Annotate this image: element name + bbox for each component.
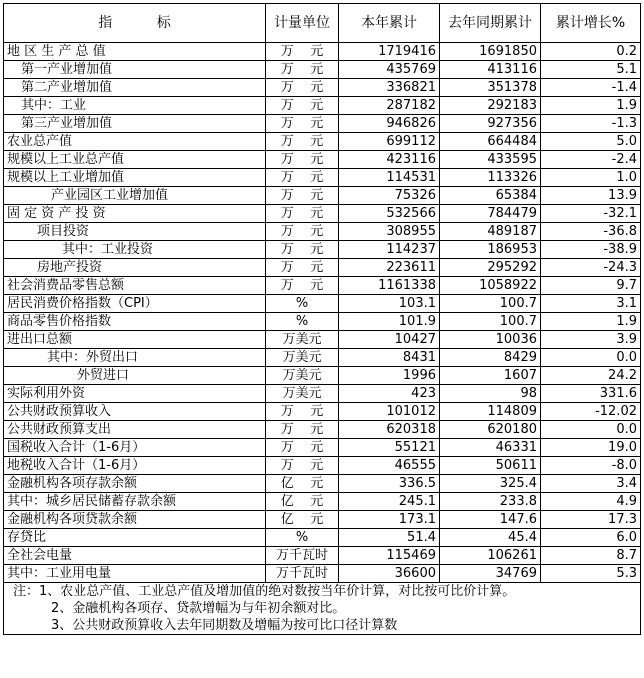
notes-cell [4,583,641,635]
row-unit: 万 元 [266,421,339,439]
table-header-row [4,4,641,43]
table-row [4,403,641,421]
row-this-year: 10427 [339,331,440,349]
header-indicator: 指 标 [4,4,266,43]
row-growth: 13.9 [541,187,641,205]
table-row [4,223,641,241]
row-growth: 3.9 [541,331,641,349]
row-growth: 5.0 [541,133,641,151]
row-unit: 亿 元 [266,493,339,511]
row-last-year: 114809 [440,403,541,421]
row-label: 公共财政预算支出 [4,421,266,439]
row-unit: % [266,529,339,547]
row-last-year: 433595 [440,151,541,169]
row-last-year: 100.7 [440,313,541,331]
row-label: 居民消费价格指数（CPI） [4,295,266,313]
row-last-year: 351378 [440,79,541,97]
table-row [4,133,641,151]
row-label: 固 定 资 产 投 资 [4,205,266,223]
table-row [4,187,641,205]
table-row [4,547,641,565]
row-this-year: 532566 [339,205,440,223]
row-label: 其中：外贸出口 [4,349,266,367]
row-unit: % [266,313,339,331]
row-last-year: 106261 [440,547,541,565]
row-label: 存贷比 [4,529,266,547]
header-last-year: 去年同期累计 [440,4,541,43]
row-label: 其中：工业 [4,97,266,115]
row-this-year: 36600 [339,565,440,583]
row-last-year: 98 [440,385,541,403]
row-label: 其中：工业用电量 [4,565,266,583]
table-row [4,97,641,115]
row-label: 公共财政预算收入 [4,403,266,421]
row-growth: 1.9 [541,313,641,331]
row-unit: % [266,295,339,313]
row-last-year: 186953 [440,241,541,259]
row-last-year: 1691850 [440,43,541,61]
row-label: 其中：城乡居民储蓄存款余额 [4,493,266,511]
table-row [4,43,641,61]
row-last-year: 1058922 [440,277,541,295]
row-this-year: 114531 [339,169,440,187]
row-growth: -1.4 [541,79,641,97]
table-row [4,475,641,493]
note-3: 3、公共财政预算收入去年同期数及增幅为按可比口径计算数 [51,618,398,633]
row-unit: 万 元 [266,403,339,421]
row-this-year: 46555 [339,457,440,475]
row-last-year: 233.8 [440,493,541,511]
row-label: 项目投资 [4,223,266,241]
row-this-year: 245.1 [339,493,440,511]
row-unit: 万美元 [266,367,339,385]
row-last-year: 489187 [440,223,541,241]
row-label: 其中：工业投资 [4,241,266,259]
header-this-year: 本年累计 [339,4,440,43]
table-row [4,115,641,133]
row-label: 第二产业增加值 [4,79,266,97]
row-this-year: 223611 [339,259,440,277]
row-growth: 17.3 [541,511,641,529]
table-row [4,313,641,331]
row-label: 实际利用外资 [4,385,266,403]
row-last-year: 34769 [440,565,541,583]
row-growth: 24.2 [541,367,641,385]
row-growth: 9.7 [541,277,641,295]
row-unit: 万 元 [266,205,339,223]
table-row [4,529,641,547]
row-last-year: 413116 [440,61,541,79]
row-this-year: 8431 [339,349,440,367]
row-last-year: 295292 [440,259,541,277]
row-this-year: 101012 [339,403,440,421]
row-growth: 5.1 [541,61,641,79]
row-label: 商品零售价格指数 [4,313,266,331]
table-row [4,421,641,439]
row-this-year: 946826 [339,115,440,133]
statistics-table [3,3,641,635]
table-row [4,259,641,277]
row-this-year: 308955 [339,223,440,241]
row-growth: -32.1 [541,205,641,223]
row-last-year: 927356 [440,115,541,133]
row-this-year: 336.5 [339,475,440,493]
row-growth: 1.9 [541,97,641,115]
row-last-year: 45.4 [440,529,541,547]
row-growth: 8.7 [541,547,641,565]
row-growth: -12.02 [541,403,641,421]
table-row [4,367,641,385]
row-label: 地税收入合计（1-6月） [4,457,266,475]
row-this-year: 55121 [339,439,440,457]
row-last-year: 1607 [440,367,541,385]
row-unit: 亿 元 [266,511,339,529]
row-growth: 0.0 [541,421,641,439]
row-unit: 万美元 [266,331,339,349]
table-row [4,385,641,403]
note-1: 注：1、农业总产值、工业总产值及增加值的绝对数按当年价计算，对比按可比价计算。 [13,584,516,599]
row-unit: 万 元 [266,241,339,259]
row-unit: 万 元 [266,439,339,457]
table-row [4,169,641,187]
row-this-year: 103.1 [339,295,440,313]
table-row [4,241,641,259]
row-label: 农业总产值 [4,133,266,151]
row-last-year: 113326 [440,169,541,187]
notes-row [4,583,641,635]
row-last-year: 292183 [440,97,541,115]
row-this-year: 75326 [339,187,440,205]
row-growth: -1.3 [541,115,641,133]
row-unit: 万美元 [266,385,339,403]
row-unit: 万千瓦时 [266,547,339,565]
row-this-year: 101.9 [339,313,440,331]
row-growth: 1.0 [541,169,641,187]
table-row [4,331,641,349]
row-this-year: 173.1 [339,511,440,529]
row-this-year: 115469 [339,547,440,565]
row-label: 规模以上工业总产值 [4,151,266,169]
row-label: 房地产投资 [4,259,266,277]
row-unit: 万 元 [266,79,339,97]
row-unit: 万 元 [266,151,339,169]
row-last-year: 100.7 [440,295,541,313]
table-row [4,79,641,97]
row-last-year: 10036 [440,331,541,349]
row-growth: 5.3 [541,565,641,583]
header-growth: 累计增长% [541,4,641,43]
row-this-year: 336821 [339,79,440,97]
row-this-year: 1161338 [339,277,440,295]
row-last-year: 147.6 [440,511,541,529]
row-label: 地 区 生 产 总 值 [4,43,266,61]
row-growth: 6.0 [541,529,641,547]
table-row [4,439,641,457]
row-unit: 万 元 [266,133,339,151]
table-row [4,511,641,529]
row-label: 金融机构各项存款余额 [4,475,266,493]
row-unit: 万 元 [266,97,339,115]
row-this-year: 287182 [339,97,440,115]
note-2: 2、金融机构各项存、贷款增幅为与年初余额对比。 [51,601,346,616]
row-growth: -24.3 [541,259,641,277]
row-unit: 万千瓦时 [266,565,339,583]
table-row [4,205,641,223]
row-label: 国税收入合计（1-6月） [4,439,266,457]
table-row [4,151,641,169]
row-label: 社会消费品零售总额 [4,277,266,295]
row-this-year: 1719416 [339,43,440,61]
row-growth: -8.0 [541,457,641,475]
row-growth: 19.0 [541,439,641,457]
row-last-year: 325.4 [440,475,541,493]
row-this-year: 51.4 [339,529,440,547]
row-last-year: 50611 [440,457,541,475]
row-unit: 万 元 [266,223,339,241]
row-this-year: 423116 [339,151,440,169]
row-label: 外贸进口 [4,367,266,385]
row-unit: 亿 元 [266,475,339,493]
row-growth: 0.0 [541,349,641,367]
row-this-year: 699112 [339,133,440,151]
row-last-year: 46331 [440,439,541,457]
row-label: 进出口总额 [4,331,266,349]
row-unit: 万美元 [266,349,339,367]
row-last-year: 8429 [440,349,541,367]
row-this-year: 114237 [339,241,440,259]
row-this-year: 1996 [339,367,440,385]
row-label: 第一产业增加值 [4,61,266,79]
row-label: 第三产业增加值 [4,115,266,133]
row-label: 产业园区工业增加值 [4,187,266,205]
table-row [4,349,641,367]
header-unit: 计量单位 [266,4,339,43]
row-unit: 万 元 [266,61,339,79]
row-growth: 0.2 [541,43,641,61]
row-label: 金融机构各项贷款余额 [4,511,266,529]
row-this-year: 423 [339,385,440,403]
table-body [4,43,641,583]
table-row [4,493,641,511]
row-growth: 4.9 [541,493,641,511]
row-growth: -2.4 [541,151,641,169]
table-row [4,565,641,583]
row-unit: 万 元 [266,187,339,205]
row-growth: 3.4 [541,475,641,493]
row-unit: 万 元 [266,115,339,133]
row-label: 规模以上工业增加值 [4,169,266,187]
row-unit: 万 元 [266,169,339,187]
row-this-year: 435769 [339,61,440,79]
row-last-year: 65384 [440,187,541,205]
row-unit: 万 元 [266,277,339,295]
row-unit: 万 元 [266,457,339,475]
row-growth: -36.8 [541,223,641,241]
row-this-year: 620318 [339,421,440,439]
row-growth: -38.9 [541,241,641,259]
row-label: 全社会电量 [4,547,266,565]
row-unit: 万 元 [266,259,339,277]
row-last-year: 664484 [440,133,541,151]
table-row [4,61,641,79]
row-last-year: 784479 [440,205,541,223]
row-growth: 331.6 [541,385,641,403]
table-row [4,457,641,475]
table-row [4,277,641,295]
table-row [4,295,641,313]
row-last-year: 620180 [440,421,541,439]
row-growth: 3.1 [541,295,641,313]
row-unit: 万 元 [266,43,339,61]
